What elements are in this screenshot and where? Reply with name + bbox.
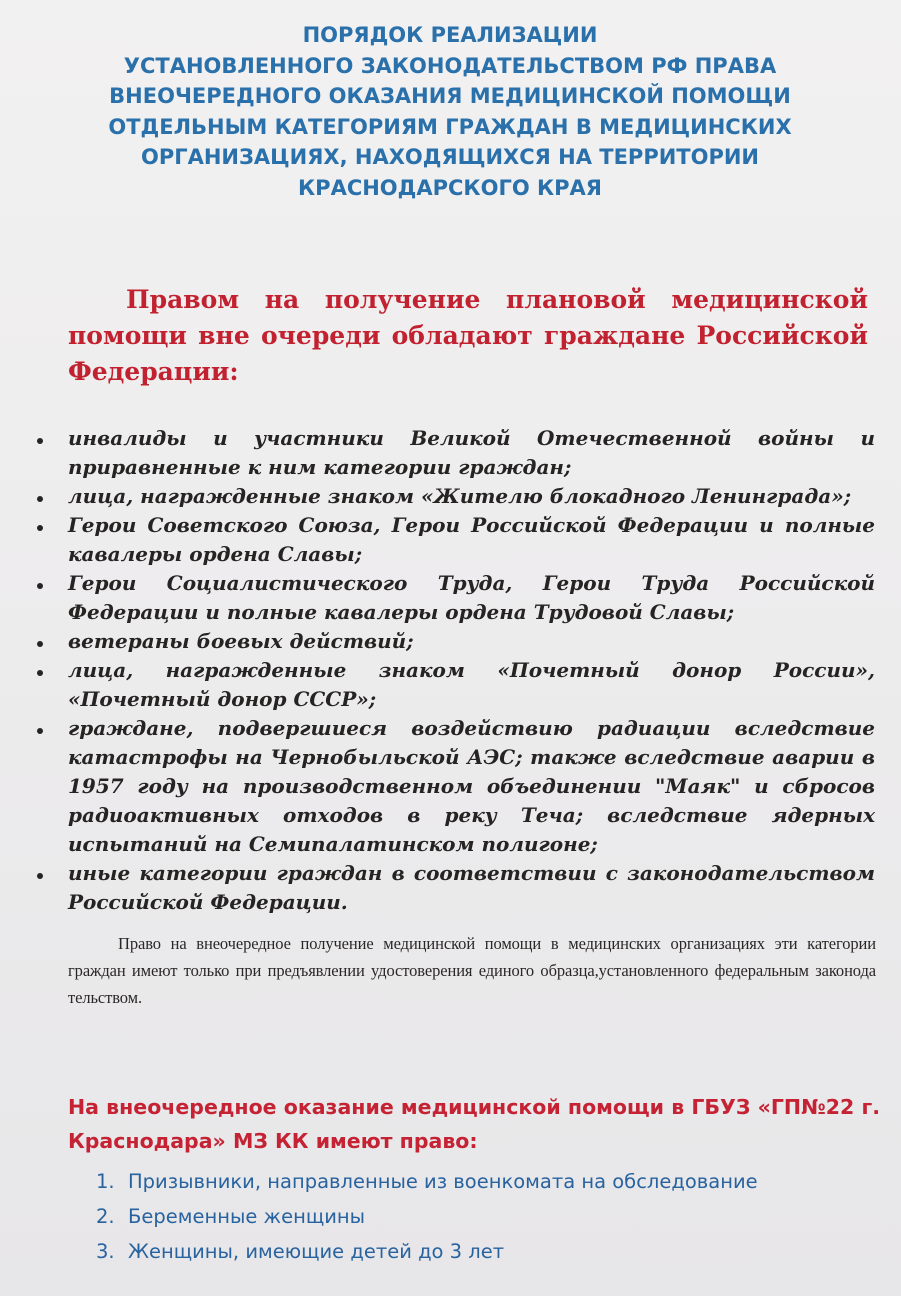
category-item [30,656,875,714]
category-item [30,569,875,627]
rights-item [96,1234,758,1269]
category-text: Герои Социалистического Труда, Герои Труда Российской Федерации и полные кавалеры ордена Трудовой Славы; [68,571,875,624]
title-line: УСТАНОВЛЕННОГО ЗАКОНОДАТЕЛЬСТВОМ РФ ПРАВА [123,53,777,78]
rights-item [96,1164,758,1199]
rights-number: 1. [96,1170,115,1193]
eligible-categories-list [30,424,875,917]
rights-item [96,1199,758,1234]
rights-text: Призывники, направленные из военкомата на обследование [128,1170,758,1193]
lead-paragraph: Правом на получение плановой медицинской помощи вне очереди обладают граждане Российской Федерации: [68,285,868,386]
category-item [30,482,875,511]
bullet-icon [37,873,43,879]
category-item [30,859,875,917]
category-item [30,627,875,656]
category-text: граждане, подвергшиеся воздействию радиации вследствие катастрофы на Чернобыльской АЭС; также вследствие аварии в 1957 году на производственном объединении "Маяк" и сбросов радиоактивных отходов в реку Теча; вследствие ядерных испытаний на Семипалатинском полигоне; [68,716,875,856]
bullet-icon [37,641,43,647]
bullet-icon [37,525,43,531]
bullet-icon [37,583,43,589]
category-text: инвалиды и участники Великой Отечественной войны и приравненные к ним категории граждан; [68,426,875,479]
title-line: КРАСНОДАРСКОГО КРАЯ [298,175,602,200]
clinic-subheading: На внеочередное оказание медицинской помощи в ГБУЗ «ГП№22 г. Краснодара» МЗ КК имеют право: [68,1095,880,1153]
category-item [30,424,875,482]
category-text: лица, награжденные знаком «Почетный донор России», «Почетный донор СССР»; [68,658,875,711]
category-text: ветераны боевых действий; [68,629,414,653]
rights-number: 3. [96,1240,115,1263]
title-line: ОРГАНИЗАЦИЯХ, НАХОДЯЩИХСЯ НА ТЕРРИТОРИИ [140,145,760,169]
bullet-icon [37,728,43,734]
title-line: ВНЕОЧЕРЕДНОГО ОКАЗАНИЯ МЕДИЦИНСКОЙ ПОМОЩИ [109,84,791,108]
title-line: ПОРЯДОК РЕАЛИЗАЦИИ [302,23,598,47]
clinic-rights-list [96,1164,758,1269]
category-text: лица, награжденные знаком «Жителю блокадного Ленинграда»; [68,484,852,508]
bullet-icon [37,438,43,444]
rights-text: Женщины, имеющие детей до 3 лет [128,1240,505,1263]
bullet-icon [37,496,43,502]
category-text: Герои Советского Союза, Герои Российской Федерации и полные кавалеры ордена Славы; [68,513,875,566]
notice-title [50,20,850,203]
category-item [30,511,875,569]
category-item [30,714,875,859]
certificate-note: Право на внеочередное получение медицинской помощи в медицинских организациях эти категории граждан имеют только при предъявлении удостоверения единого образца,установленного федеральным законода тельством. [68,934,876,1007]
bullet-icon [37,670,43,676]
category-text: иные категории граждан в соответствии с законодательством Российской Федерации. [68,861,875,914]
title-line: ОТДЕЛЬНЫМ КАТЕГОРИЯМ ГРАЖДАН В МЕДИЦИНСКИХ [108,114,792,139]
rights-text: Беременные женщины [128,1205,366,1228]
rights-number: 2. [96,1205,115,1228]
